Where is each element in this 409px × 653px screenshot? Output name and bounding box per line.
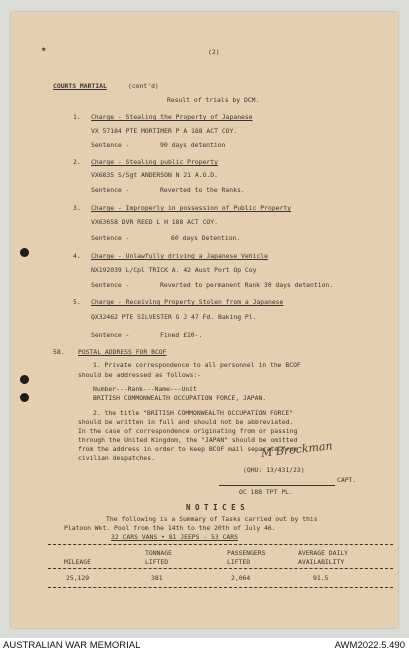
case-result-label: Sentence - [91, 331, 130, 339]
archive-name: AUSTRALIAN WAR MEMORIAL [3, 640, 141, 651]
table-header: TONNAGE [145, 549, 172, 557]
table-cell: 91.5 [313, 574, 329, 582]
archive-reference: AWM2022.5.490 [334, 640, 405, 651]
postal-address-line: Number---Rank---Name---Unit [93, 385, 197, 393]
case-charge: Charge - Improperly in possession of Public Property [91, 204, 292, 212]
postal-heading: POSTAL ADDRESS FOR BCOF [78, 348, 167, 356]
case-accused: VX6835 S/Sgt ANDERSON N 21 A.O.D. [91, 171, 218, 179]
postal-para2-line: through the United Kingdom, the "JAPAN" should be omitted [78, 436, 298, 444]
notices-totals: 32 CARS VANS • 81 JEEPS - 53 CARS [111, 533, 238, 541]
postal-reference: (QHU: 13/431/23) [243, 466, 305, 474]
section-subtitle: Result of trials by DCM. [167, 96, 260, 104]
postal-para2-line: civilian despatches. [78, 454, 155, 462]
postal-para2-line: should be written in full and should not be abbreviated. [78, 418, 294, 426]
section-heading-suffix: (cont'd) [128, 82, 159, 90]
case-result: Reverted to permanent Rank 30 days detention. [160, 281, 334, 289]
table-rule-bottom [48, 587, 393, 588]
punch-hole [20, 248, 29, 257]
table-header: AVERAGE DAILY [298, 549, 349, 557]
signature-line [219, 485, 335, 486]
case-result-label: Sentence - [91, 141, 130, 149]
punch-hole [20, 375, 29, 384]
page-number: (2) [208, 48, 220, 56]
case-number: 3. [73, 204, 81, 212]
table-cell: 2,064 [231, 574, 251, 582]
table-header: LIFTED [227, 558, 251, 566]
case-number: 5. [73, 298, 81, 306]
signature-block: OC 188 TPT PL. [239, 488, 293, 496]
postal-address-line: BRITISH COMMONWEALTH OCCUPATION FORCE, JAPAN. [93, 394, 267, 402]
postal-para1-line: 1. Private correspondence to all personnel in the BCOF [93, 361, 301, 369]
postal-number: 58. [53, 348, 65, 356]
table-rule-middle [48, 568, 393, 569]
notices-line: Platoon Wkt. Pool from the 14th to the 20th of July 46. [64, 524, 276, 532]
table-header: PASSENGERS [227, 549, 266, 557]
postal-para2-line: 2. the title "BRITISH COMMONWEALTH OCCUPATION FORCE" [93, 409, 294, 417]
case-result-label: Sentence - [91, 281, 130, 289]
case-number: 1. [73, 113, 81, 121]
case-result: 90 days detention [160, 141, 226, 149]
case-charge: Charge - Stealing public Property [91, 158, 218, 166]
postal-para1-line: should be addressed as follows:- [78, 371, 202, 379]
case-result: Fined £10-. [160, 331, 203, 339]
case-accused: VX 57184 PTE MORTIMER P A 188 ACT COY. [91, 127, 238, 135]
notices-heading: N O T I C E S [186, 503, 245, 512]
section-heading: COURTS MARTIAL [53, 82, 107, 90]
case-accused: QX32462 PTE SILVESTER G J 47 Fd. Baking Pl. [91, 313, 257, 321]
case-charge: Charge - Receiving Property Stolen from a Japanese [91, 298, 284, 306]
case-accused: NX192039 L/Cpl TRICK A. 42 Aust Port Op Coy [91, 266, 257, 274]
margin-mark: ✶ [41, 45, 47, 55]
table-header: AVAILABILITY [298, 558, 345, 566]
postal-para2-line: from the address in order to keep BCOF mail separate from [78, 445, 298, 453]
case-result-label: Sentence - [91, 186, 130, 194]
notices-line: The following is a Summary of Tasks carried out by this [106, 515, 318, 523]
case-accused: VX63658 DVR REED L H 188 ACT COY. [91, 218, 218, 226]
table-cell: 25,129 [66, 574, 90, 582]
case-charge: Charge - Unlawfully driving a Japanese Vehicle [91, 252, 268, 260]
case-number: 4. [73, 252, 81, 260]
archive-footer [0, 638, 409, 653]
table-header: LIFTED [145, 558, 169, 566]
case-result: 60 days Detention. [171, 234, 241, 242]
document-page [11, 12, 398, 628]
case-result: Reverted to the Ranks. [160, 186, 245, 194]
postal-para2-line: In the case of correspondence originating from or passing [78, 427, 298, 435]
case-number: 2. [73, 158, 81, 166]
table-rule-top [48, 544, 393, 545]
case-charge: Charge - Stealing the Property of Japanese [91, 113, 253, 121]
case-result-label: Sentence - [91, 234, 130, 242]
table-cell: 381 [151, 574, 163, 582]
signature-suffix: CAPT. [337, 476, 357, 484]
punch-hole [20, 393, 29, 402]
table-header: MILEAGE [64, 558, 91, 566]
signature: M Brockman [260, 439, 334, 460]
